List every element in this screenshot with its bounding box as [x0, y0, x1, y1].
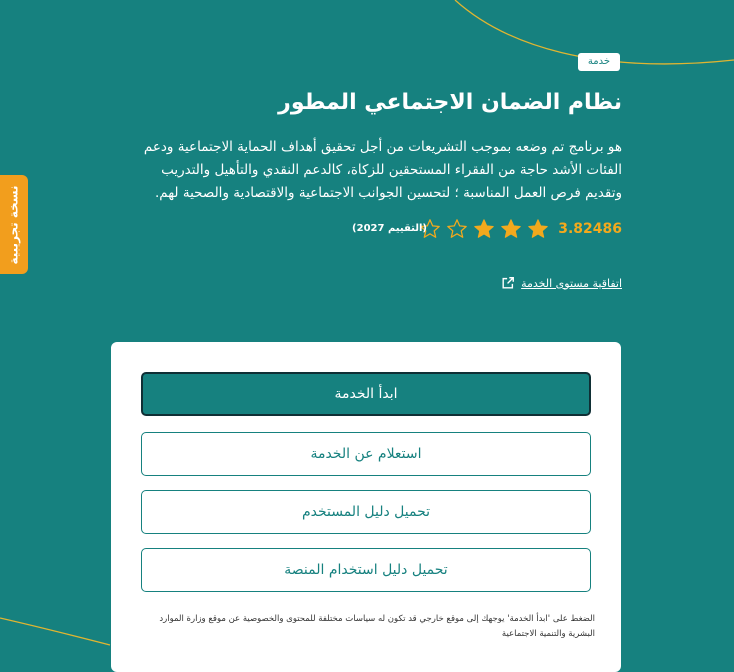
- beta-version-label: نسخة تجريبية: [7, 184, 21, 265]
- actions-card: [111, 342, 621, 672]
- external-site-notice: الضغط على 'ابدأ الخدمة' يوجهك إلى موقع خارجي قد تكون له سياسات مختلفة للمحتوى والخصوصية عن موقع وزارة الموارد البشرية والتنمية الاجتماعية: [159, 614, 595, 639]
- star-icon[interactable]: [473, 218, 495, 240]
- star-icon[interactable]: [500, 218, 522, 240]
- external-link-icon: [501, 276, 515, 290]
- star-icon[interactable]: [527, 218, 549, 240]
- beta-version-tab[interactable]: [0, 175, 28, 274]
- service-description: هو برنامج تم وضعه بموجب التشريعات من أجل تحقيق أهداف الحماية الاجتماعية ودعم الفئات الأشد حاجة من الفقراء المستحقين للزكاة، كالدعم النقدي والتأهيل والتدريب وتقديم فرص العمل المناسبة ؛ لتحسين الجوانب الاجتماعية والاقتصادية والصحية لهم.: [143, 139, 622, 201]
- page-title: نظام الضمان الاجتماعي المطور: [278, 90, 622, 115]
- sla-link[interactable]: [501, 276, 622, 290]
- platform-guide-download-button[interactable]: تحميل دليل استخدام المنصة: [141, 548, 591, 592]
- start-service-button[interactable]: ابدأ الخدمة: [141, 372, 591, 416]
- user-guide-download-button[interactable]: تحميل دليل المستخدم: [141, 490, 591, 534]
- service-tag: خدمة: [578, 53, 620, 71]
- rating-count: (التقييم 2027): [352, 223, 427, 234]
- sla-link-label: اتفاقية مستوى الخدمة: [521, 276, 622, 290]
- rating: [419, 216, 622, 242]
- star-empty-icon[interactable]: [446, 218, 468, 240]
- rating-value: 3.82486: [558, 221, 622, 237]
- service-inquiry-button[interactable]: استعلام عن الخدمة: [141, 432, 591, 476]
